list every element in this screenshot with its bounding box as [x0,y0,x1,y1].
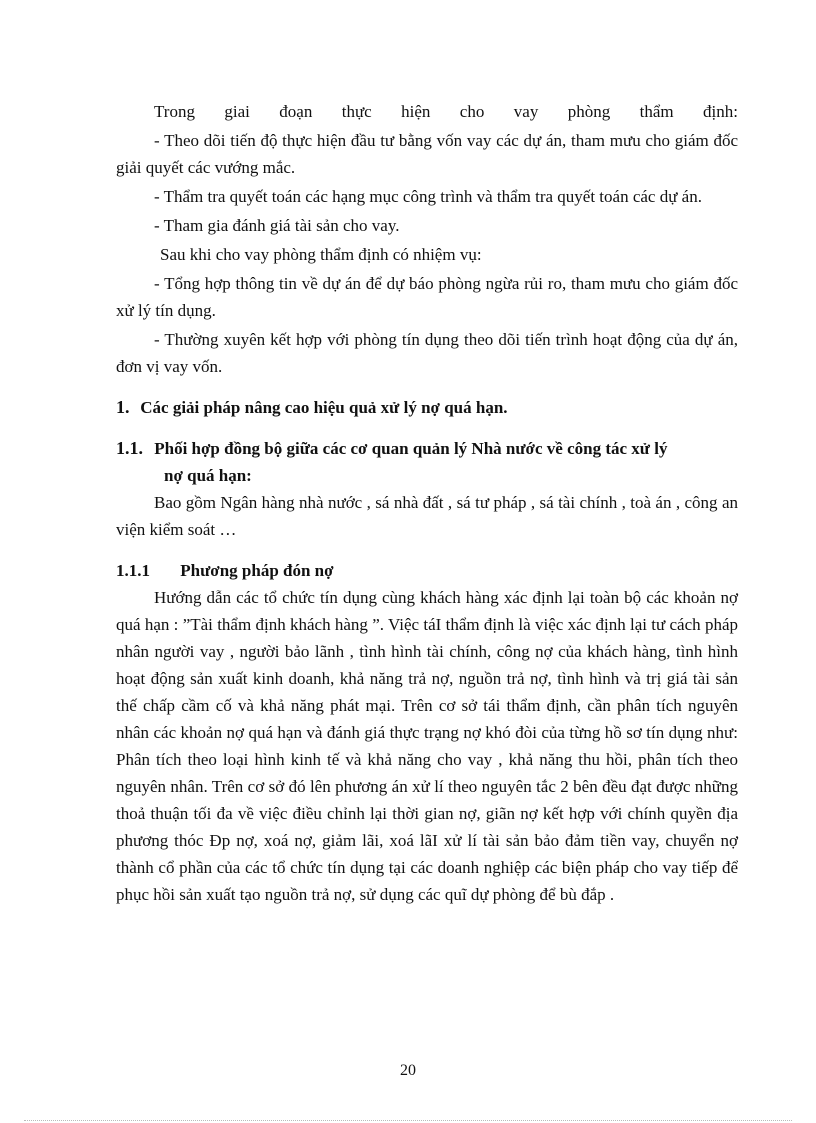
paragraph-section-1-1-1: Hướng dẫn các tổ chức tín dụng cùng khách hàng xác định lại toàn bộ các khoản nợ quá hạn : ”Tài thẩm định khách hàng ”. Việc táI thẩm định là việc xác định lại tư cách pháp nhân người vay , người bảo lãnh , tình hình tài chính, công nợ của khách hàng, tình hình hoạt động sản xuất kinh doanh, khả năng trả nợ, nguồn trả nợ, tình hình và trị giá tài sản thế chấp cầm cố và khả năng phát mại. Trên cơ sở tái thẩm định, cần phân tích nguyên nhân các khoản nợ quá hạn và đánh giá thực trạng nợ khó đòi của từng hồ sơ tín dụng như: Phân tích theo loại hình kinh tế và khả năng cho vay , khả năng thu hồi, phân tích theo nguyên nhân. Trên cơ sở đó lên phương án xử lí theo nguyên tắc 2 bên đều đạt được những thoả thuận tối đa về việc điều chỉnh lại thời gian nợ, giãn nợ kết hợp với chính quyền địa phương thóc Đp nợ, xoá nợ, giảm lãi, xoá lãI xử lí tài sản bảo đảm tiền vay, chuyển nợ thành cổ phần của các tổ chức tín dụng tại các doanh nghiệp các biện pháp cho vay tiếp để phục hồi sản xuất tạo nguồn trả nợ, sử dụng các quĩ dự phòng để bù đắp . [116,588,738,904]
paragraph-bullet-4: - Tổng hợp thông tin về dự án để dự báo phòng ngừa rủi ro, tham mưu cho giám đốc xử lý tín dụng. [116,274,738,320]
heading-section-1-1 [116,435,738,489]
heading-number: 1.1. [116,438,143,458]
paragraph-after-loan: Sau khi cho vay phòng thẩm định có nhiệm vụ: [160,245,482,264]
page-number: 20 [400,1062,416,1079]
paragraph-bullet-3: - Tham gia đánh giá tài sản cho vay. [154,216,400,235]
heading-section-1-1-1 [116,557,738,584]
paragraph-section-1-1: Bao gồm Ngân hàng nhà nước , sá nhà đất , sá tư pháp , sá tài chính , toà án , công an viện kiểm soát … [116,493,738,539]
paragraph-bullet-1: - Theo dõi tiến độ thực hiện đầu tư bằng vốn vay các dự án, tham mưu cho giám đốc giải quyết các vướng mắc. [116,131,738,177]
document-body [116,98,738,908]
heading-number: 1. [116,397,130,417]
heading-number: 1.1.1 [116,561,150,580]
heading-text-line-1: Phối hợp đồng bộ giữa các cơ quan quản lý Nhà nước về công tác xử lý [154,439,668,458]
heading-text-line-2: nợ quá hạn: [164,466,252,485]
paragraph-bullet-5: - Thường xuyên kết hợp với phòng tín dụng theo dõi tiến trình hoạt động của dự án, đơn vị vay vốn. [116,330,738,376]
page-bottom-divider [24,1120,792,1121]
heading-section-1 [116,394,738,421]
paragraph-intro: Trong giai đoạn thực hiện cho vay phòng thẩm định: [154,102,738,121]
heading-text: Phương pháp đón nợ [180,561,334,580]
heading-text: Các giải pháp nâng cao hiệu quả xử lý nợ quá hạn. [140,398,508,417]
paragraph-bullet-2: - Thẩm tra quyết toán các hạng mục công trình và thẩm tra quyết toán các dự án. [154,187,702,206]
